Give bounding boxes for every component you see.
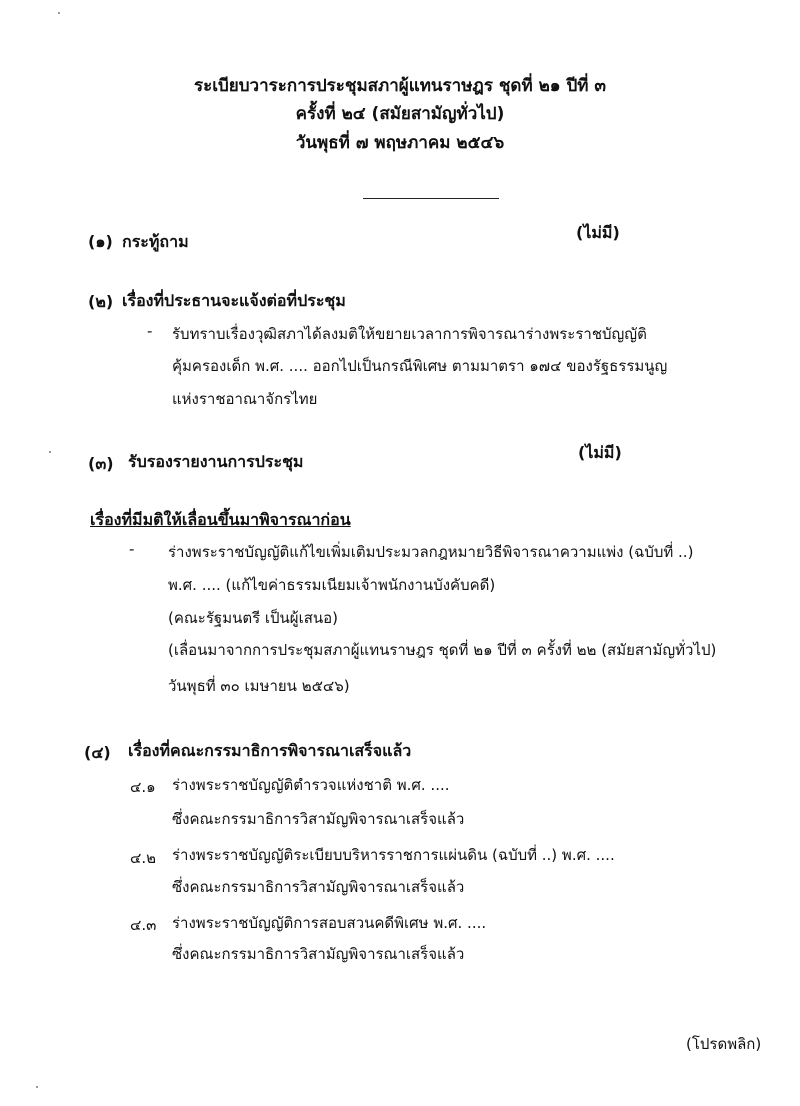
item-number: ๔.๑ <box>130 778 156 796</box>
section-1-number: (๑) <box>88 232 113 251</box>
scan-speck <box>36 1086 38 1088</box>
item-number: ๔.๓ <box>130 916 157 934</box>
section-2-line: แห่งราชอาณาจักรไทย <box>172 390 318 408</box>
item-line: ซึ่งคณะกรรมาธิการวิสามัญพิจารณาเสร็จแล้ว <box>172 878 465 896</box>
session-number: ครั้งที่ ๒๔ (สมัยสามัญทั่วไป) <box>295 104 505 124</box>
meeting-date: วันพุธที่ ๗ พฤษภาคม ๒๕๔๖ <box>295 133 505 153</box>
item-line: ร่างพระราชบัญญัติตำรวจแห่งชาติ พ.ศ. .... <box>172 776 450 794</box>
section-3-status: (ไม่มี) <box>578 443 622 462</box>
section-2-line: คุ้มครองเด็ก พ.ศ. .... ออกไปเป็นกรณีพิเศษ ตามมาตรา ๑๗๔ ของรัฐธรรมนูญ <box>172 357 668 375</box>
section-2-line: รับทราบเรื่องวุฒิสภาได้ลงมติให้ขยายเวลาการพิจารณาร่างพระราชบัญญัติ <box>172 325 647 343</box>
turn-page-note: (โปรดพลิก) <box>686 1035 762 1053</box>
section-4-number: (๔) <box>84 743 111 762</box>
title-divider <box>363 198 499 199</box>
moved-line: ร่างพระราชบัญญัติแก้ไขเพิ่มเติมประมวลกฎหมายวิธีพิจารณาความแพ่ง (ฉบับที่ ..) <box>168 543 694 561</box>
scan-speck <box>49 451 51 453</box>
moved-line: (คณะรัฐมนตรี เป็นผู้เสนอ) <box>168 609 338 627</box>
moved-line: พ.ศ. .... (แก้ไขค่าธรรมเนียมเจ้าพนักงานบังคับคดี) <box>168 576 496 594</box>
section-1-status: (ไม่มี) <box>576 223 620 242</box>
moved-bullet: - <box>129 540 135 558</box>
section-1-title: กระทู้ถาม <box>122 232 189 251</box>
section-4-title: เรื่องที่คณะกรรมาธิการพิจารณาเสร็จแล้ว <box>128 741 412 760</box>
moved-line: วันพุธที่ ๓๐ เมษายน ๒๕๔๖) <box>168 677 350 695</box>
section-2-title: เรื่องที่ประธานจะแจ้งต่อที่ประชุม <box>122 291 346 310</box>
moved-items-heading: เรื่องที่มีมติให้เลื่อนขึ้นมาพิจารณาก่อน <box>90 510 351 529</box>
item-number: ๔.๒ <box>130 849 157 867</box>
scan-speck <box>58 12 60 14</box>
item-line: ร่างพระราชบัญญัติระเบียบบริหารราชการแผ่นดิน (ฉบับที่ ..) พ.ศ. .... <box>172 846 615 864</box>
agenda-title: ระเบียบวาระการประชุมสภาผู้แทนราษฎร ชุดที่ ๒๑ ปีที่ ๓ <box>193 76 607 96</box>
item-line: ซึ่งคณะกรรมาธิการวิสามัญพิจารณาเสร็จแล้ว <box>172 810 465 828</box>
section-2-bullet: - <box>147 322 153 340</box>
section-2-number: (๒) <box>88 292 114 311</box>
section-3-title: รับรองรายงานการประชุม <box>128 452 304 471</box>
item-line: ซึ่งคณะกรรมาธิการวิสามัญพิจารณาเสร็จแล้ว <box>172 945 465 963</box>
section-3-number: (๓) <box>88 454 114 473</box>
item-line: ร่างพระราชบัญญัติการสอบสวนคดีพิเศษ พ.ศ. .... <box>172 914 487 932</box>
moved-line: (เลื่อนมาจากการประชุมสภาผู้แทนราษฎร ชุดที่ ๒๑ ปีที่ ๓ ครั้งที่ ๒๒ (สมัยสามัญทั่วไป) <box>168 641 717 659</box>
